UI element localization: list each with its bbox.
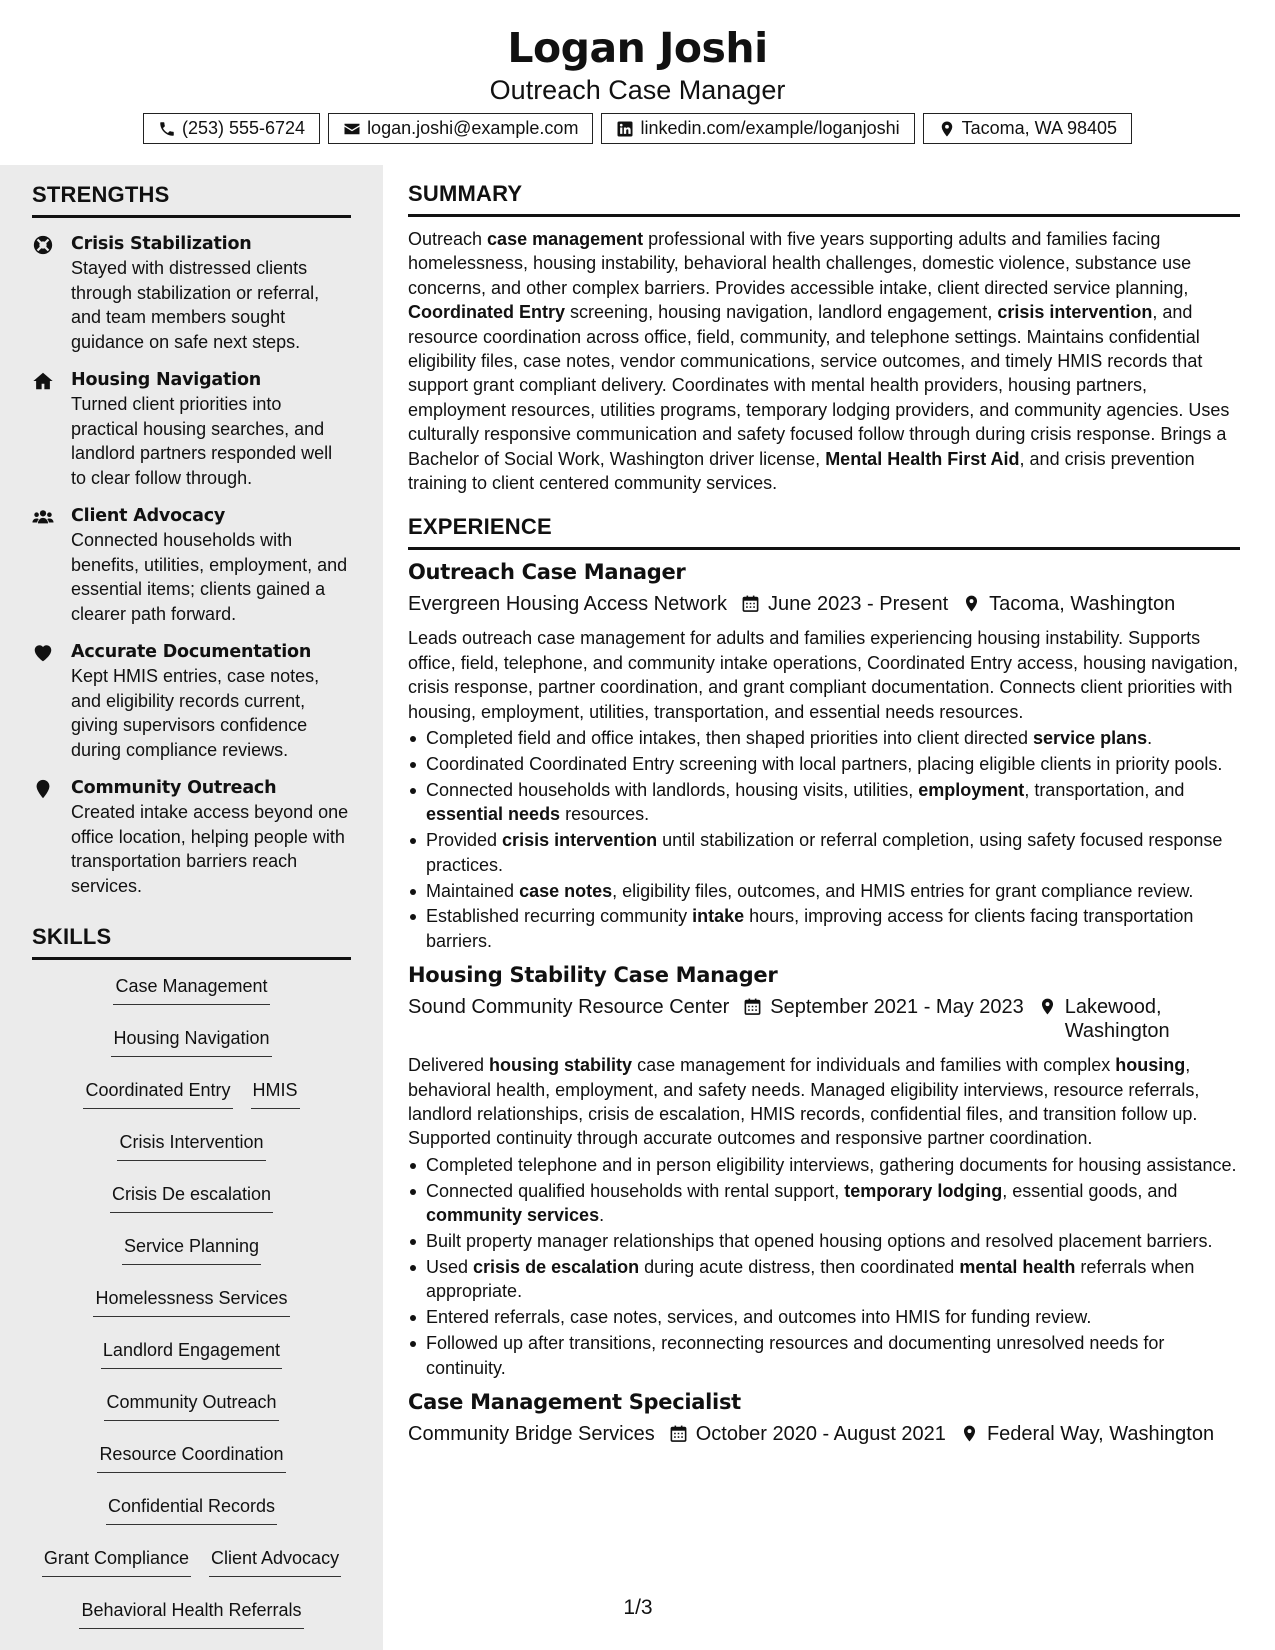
strength-title: Accurate Documentation [71,642,312,662]
job-title: Case Management Specialist [408,1390,741,1415]
job-bullets [408,1153,1240,1380]
skill-tag: Confidential Records [106,1486,277,1525]
job-org [408,1422,655,1446]
calendar-icon [743,997,762,1016]
strength-desc: Kept HMIS entries, case notes, and eligibility records current, giving supervisors confidence during compliance reviews. [71,666,320,760]
bold-text: Coordinated Entry [408,302,566,323]
job-location [960,1422,1214,1446]
job-location [962,592,1175,616]
bold-text: Mental Health First Aid [825,448,1020,469]
strength-title: Housing Navigation [71,370,262,390]
bold-text: service plans [1033,728,1148,749]
job-meta [408,995,1240,1043]
bullet-item: Connected qualified households with rental support, temporary lodging, essential goods, and community services. [408,1179,1240,1228]
job-location-text: Lakewood, Washington [1064,996,1170,1043]
bullet-item: Connected households with landlords, housing visits, utilities, employment, transportation, and essential needs resources. [408,778,1240,827]
calendar-icon [741,594,760,613]
linkedin-contact[interactable] [601,113,914,144]
candidate-name: Logan Joshi [507,24,768,72]
bold-text: crisis de escalation [473,1257,640,1277]
main-content [408,180,1240,1446]
skill-tag: Community Outreach [104,1382,278,1421]
strength-item [32,640,351,762]
page-number: 1/3 [623,1596,653,1619]
experience-heading: EXPERIENCE [408,513,1240,550]
skill-tag: Case Management [113,966,269,1005]
email-text: logan.joshi@example.com [367,118,579,138]
job-location [1038,995,1178,1043]
bold-text: intake [692,906,745,927]
phone-icon [158,120,176,138]
resume-header [0,0,1275,165]
strengths-section [32,181,351,898]
skill-tag: Client Advocacy [209,1538,341,1577]
sidebar [0,165,383,1650]
skill-tag: Service Planning [122,1226,261,1265]
job-dates [743,995,1024,1019]
location-contact[interactable] [923,113,1132,144]
job-location-text: Tacoma, Washington [989,593,1176,616]
job-dates [669,1422,946,1446]
bold-text: housing stability [489,1055,633,1076]
bullet-item: Coordinated Coordinated Entry screening with local partners, placing eligible clients in priority pools. [408,752,1240,776]
bold-text: employment [918,779,1025,800]
strength-title: Client Advocacy [71,506,226,526]
life-ring-icon [32,234,54,256]
contact-bar [0,113,1275,144]
job-entry [408,1388,1240,1446]
bullet-item: Built property manager relationships that opened housing options and resolved placement barriers. [408,1229,1240,1253]
job-org-text: Sound Community Resource Center [408,996,730,1019]
linkedin-text: linkedin.com/example/loganjoshi [640,118,900,138]
skill-tag: Crisis Intervention [117,1122,265,1161]
skill-tag: Grant Compliance [42,1538,191,1577]
bullet-item: Maintained case notes, eligibility files, outcomes, and HMIS entries for grant compliance review. [408,879,1240,903]
skill-tag: Landlord Engagement [101,1330,282,1369]
job-title: Housing Stability Case Manager [408,963,778,988]
skill-tag: Resource Coordination [97,1434,285,1473]
bold-text: crisis intervention [502,830,658,851]
bold-text: crisis intervention [997,302,1153,323]
home-icon [32,370,54,392]
job-bullets [408,726,1240,953]
bold-text: essential needs [426,804,561,825]
job-location-text: Federal Way, Washington [986,1423,1215,1446]
strength-title: Community Outreach [71,778,277,798]
job-org [408,995,729,1019]
bullet-item: Entered referrals, case notes, services, and outcomes into HMIS for funding review. [408,1305,1240,1329]
job-title: Outreach Case Manager [408,560,686,585]
linkedin-icon [616,120,634,138]
phone-contact[interactable] [143,113,320,144]
location-text: Tacoma, WA 98405 [961,118,1118,138]
strength-item [32,232,351,354]
strength-title: Crisis Stabilization [71,234,252,254]
envelope-icon [343,120,361,138]
job-org-text: Evergreen Housing Access Network [408,593,728,616]
map-marker-icon [960,1424,979,1443]
skill-tag: HMIS [251,1070,300,1109]
skills-section [32,923,351,1642]
job-org [408,592,727,616]
summary-heading: SUMMARY [408,180,1240,217]
bold-text: housing [1115,1055,1186,1076]
bullet-item: Used crisis de escalation during acute distress, then coordinated mental health referrals when appropriate. [408,1255,1240,1304]
bold-text: temporary lodging [844,1180,1003,1201]
job-meta [408,592,1240,616]
bullet-item: Completed telephone and in person eligibility interviews, gathering documents for housing assistance. [408,1153,1240,1177]
strength-item [32,504,351,626]
job-meta [408,1422,1240,1446]
bold-text: case management [487,229,644,249]
map-marker-icon [938,120,956,138]
skills-heading: SKILLS [32,923,351,960]
job-dates-text: October 2020 - August 2021 [695,1423,946,1446]
job-description: Delivered housing stability case management for individuals and families with complex housing, behavioral health, employment, and safety needs. Managed eligibility interviews, resource referrals, landlord relationships, crisis de escalation, HMIS records, confidential files, and transition follow up. Supported continuity through accurate outcomes and responsive partner coordination. [408,1055,1200,1149]
job-dates-text: September 2021 - May 2023 [770,996,1024,1019]
bullet-item: Followed up after transitions, reconnecting resources and documenting unresolved needs for continuity. [408,1331,1240,1380]
skill-list [32,966,351,1642]
job-entry [408,558,1240,953]
skill-tag: Coordinated Entry [83,1070,232,1109]
bullet-item: Provided crisis intervention until stabilization or referral completion, using safety focused response practices. [408,828,1240,877]
strength-desc: Created intake access beyond one office location, helping people with transportation barriers reach services. [71,802,349,896]
summary-text: Outreach case management professional with five years supporting adults and families facing homelessness, housing instability, behavioral health challenges, domestic violence, substance use concerns, and other complex barriers. Provides accessible intake, client directed service planning, Coordinated Entry screening, housing navigation, landlord engagement, crisis intervention, and resource coordination across office, field, community, and telephone settings. Maintains confidential eligibility files, case notes, vendor communications, service outcomes, and timely HMIS records that support grant compliant delivery. Coordinates with mental health providers, housing partners, employment resources, utilities programs, temporary lodging providers, and community agencies. Uses culturally responsive communication and safety focused follow through during crisis response. Brings a Bachelor of Social Work, Washington driver license, Mental Health First Aid, and crisis prevention training to client centered community services. [408,229,1230,494]
map-marker-icon [32,778,54,800]
job-org-text: Community Bridge Services [408,1423,655,1446]
bullet-item: Established recurring community intake hours, improving access for clients facing transportation barriers. [408,904,1240,953]
bold-text: mental health [959,1257,1076,1277]
job-dates-text: June 2023 - Present [768,593,949,616]
job-description: Leads outreach case management for adults and families experiencing housing instability. Supports office, field, telephone, and community intake operations, Coordinated Entry access, housing navigation, crisis response, partner coordination, and grant compliant documentation. Connects client priorities with housing, employment, utilities, transportation, and essential needs resources. [408,628,1239,722]
calendar-icon [669,1424,688,1443]
strength-item [32,776,351,898]
bold-text: case notes [519,880,613,901]
map-marker-icon [962,594,981,613]
strength-item [32,368,351,490]
map-marker-icon [1038,997,1057,1016]
users-icon [32,506,54,528]
job-dates [741,592,948,616]
skill-tag: Housing Navigation [111,1018,271,1057]
bullet-item: Completed field and office intakes, then shaped priorities into client directed service plans. [408,726,1240,750]
skill-tag: Crisis De escalation [110,1174,273,1213]
job-entry [408,961,1240,1380]
strengths-heading: STRENGTHS [32,181,351,218]
candidate-title: Outreach Case Manager [489,75,786,105]
strength-desc: Connected households with benefits, utilities, employment, and essential items; clients gained a clearer path forward. [71,530,348,624]
skill-tag: Behavioral Health Referrals [79,1590,303,1629]
skill-tag: Homelessness Services [93,1278,289,1317]
email-contact[interactable] [328,113,593,144]
bold-text: community services [426,1205,600,1226]
phone-text: (253) 555-6724 [181,118,306,138]
heart-icon [32,642,54,664]
strength-desc: Turned client priorities into practical housing searches, and landlord partners responded well to clear follow through. [71,394,333,488]
strength-desc: Stayed with distressed clients through stabilization or referral, and team members sought guidance on safe next steps. [71,258,320,352]
